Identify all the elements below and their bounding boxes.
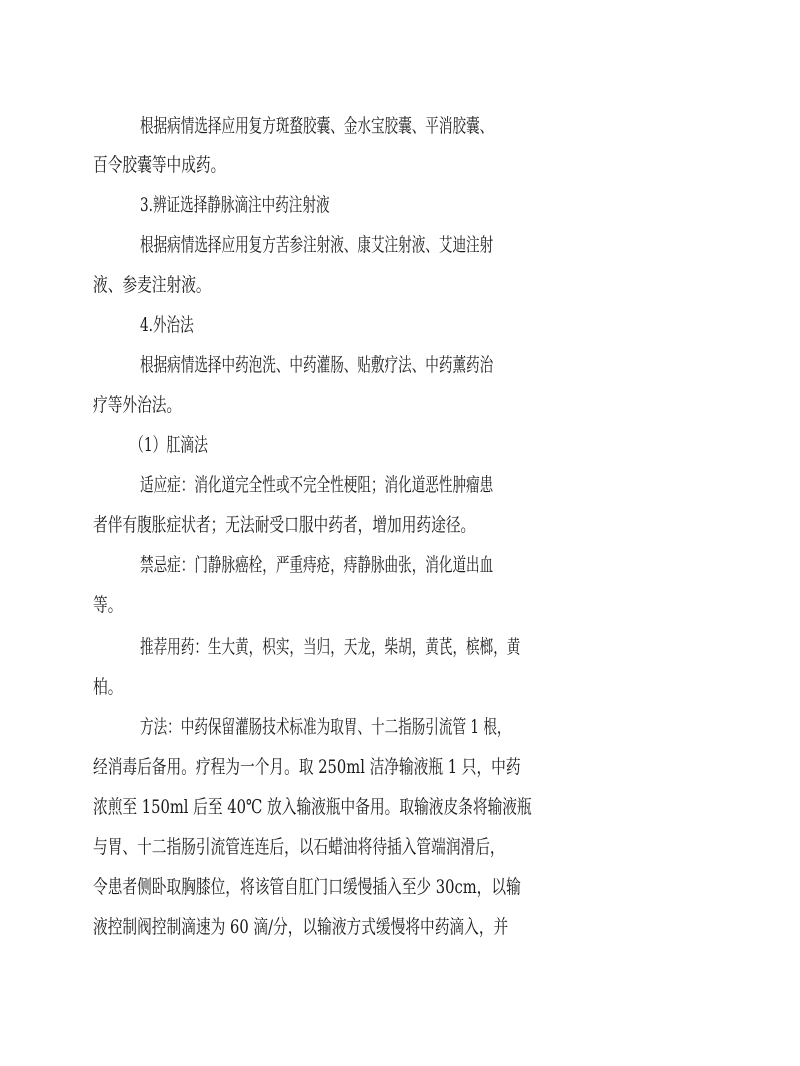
section-heading: 4.外治法 [140,314,194,336]
paragraph-line: 液、参麦注射液。 [93,274,211,296]
paragraph-line: 禁忌症：门静脉癌栓，严重痔疮，痔静脉曲张，消化道出血 [140,554,494,576]
paragraph-line: 方法：中药保留灌肠技术标准为取胃、十二指肠引流管 1 根， [140,716,511,738]
paragraph-line: 液控制阀控制滴速为 60 滴/分，以输液方式缓慢将中药滴入，并 [93,916,509,938]
paragraph-line: 根据病情选择应用复方斑蝥胶囊、金水宝胶囊、平消胶囊、 [140,115,494,137]
paragraph-line: 疗等外治法。 [93,394,182,416]
paragraph-line: 等。 [93,594,123,616]
paragraph-line: 与胃、十二指肠引流管连连后，以石蜡油将待插入管端润滑后， [93,836,505,858]
subsection-heading: （1）肛滴法 [130,434,208,456]
paragraph-line: 柏。 [93,676,123,698]
paragraph-line: 者伴有腹胀症状者；无法耐受口服中药者，增加用药途径。 [93,514,476,536]
paragraph-line: 推荐用药：生大黄，枳实，当归，天龙，柴胡，黄芪，槟榔，黄 [140,636,521,658]
paragraph-line: 令患者侧卧取胸膝位，将该管自肛门口缓慢插入至少 30cm，以输 [93,876,521,898]
paragraph-line: 百令胶囊等中成药。 [93,154,226,176]
paragraph-line: 根据病情选择应用复方苦参注射液、康艾注射液、艾迪注射 [140,234,494,256]
section-heading: 3.辨证选择静脉滴注中药注射液 [140,194,330,216]
paragraph-line: 浓煎至 150ml 后至 40℃ 放入输液瓶中备用。取输液皮条将输液瓶 [93,796,532,818]
paragraph-line: 根据病情选择中药泡洗、中药灌肠、贴敷疗法、中药薰药治 [140,354,494,376]
paragraph-line: 适应症：消化道完全性或不完全性梗阻；消化道恶性肿瘤患 [140,474,494,496]
paragraph-line: 经消毒后备用。疗程为一个月。取 250ml 洁净输液瓶 1 只，中药 [93,756,521,778]
